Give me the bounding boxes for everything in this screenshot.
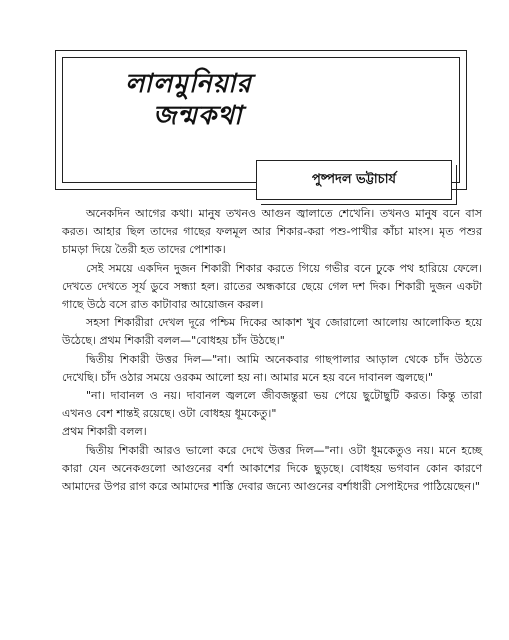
paragraph: সেই সময়ে একদিন দুজন শিকারী শিকার করতে গিয়ে গভীর বনে ঢুকে পথ হারিয়ে ফেলে। দেখতে দেখতে সূর্য ডুবে সন্ধ্যা হল। রাতের অন্ধকারে ছেয়ে গেল দশ দিক। শিকারী দুজন একটা গাছে উঠে বসে রাত কাটাবার আয়োজন করল।	[62, 261, 482, 312]
paragraph: দ্বিতীয় শিকারী উত্তর দিল—"না। আমি অনেকবার গাছপালার আড়াল থেকে চাঁদ উঠতে দেখেছি। চাঁদ ওঠার সময়ে ওরকম আলো হয় না। আমার মনে হয় বনে দাবানল জ্বলছে।"	[62, 352, 482, 384]
paragraph: অনেকদিন আগের কথা। মানুষ তখনও আগুন জ্বালাতে শেখেনি। তখনও মানুষ বনে বাস করত। আহার ছিল তাদের গাছের ফলমূল আর শিকার-করা পশু-পাখীর কাঁচা মাংস। মৃত পশুর চামড়া দিয়ে তৈরী হত তাদের পোশাক।	[62, 207, 482, 257]
paragraph: দ্বিতীয় শিকারী আরও ভালো করে দেখে উত্তর দিল—"না। ওটা ধূমকেতুও নয়। মনে হচ্ছে কারা যেন অনেকগুলো আগুনের বর্শা আকাশের দিকে ছুড়ছে। বোধহয় ভগবান কোন কারণে আমাদের উপর রাগ করে আমাদের শাস্তি দেবার জন্যে আগুনের বর্শাধারী সেপাইদের পাঠিয়েছেন।"	[62, 443, 482, 494]
author-name: পুষ্পদল ভট্টাচার্য	[312, 171, 396, 187]
story-title	[125, 68, 405, 132]
paragraph: "না। দাবানল ও নয়। দাবানল জ্বললে জীবজন্তুরা ভয় পেয়ে ছুটোছুটি করত। কিন্তু তারা এখনও বেশ শান্তই রয়েছে। ওটা বোধহয় ধূমকেতু।"	[62, 389, 482, 421]
paragraph: সহসা শিকারীরা দেখল দূরে পশ্চিম দিকের আকাশ খুব জোরালো আলোয় আলোকিত হয়ে উঠেছে। প্রথম শিকারী বলল—"বোধহয় চাঁদ উঠছে।"	[62, 316, 482, 348]
paragraph: প্রথম শিকারী বলল।	[62, 425, 147, 439]
story-title-line-2: জন্মকথা	[153, 101, 243, 131]
author-frame	[256, 160, 452, 200]
story-body	[62, 205, 482, 496]
story-title-line-1: লালমুনিয়ার	[125, 69, 252, 99]
